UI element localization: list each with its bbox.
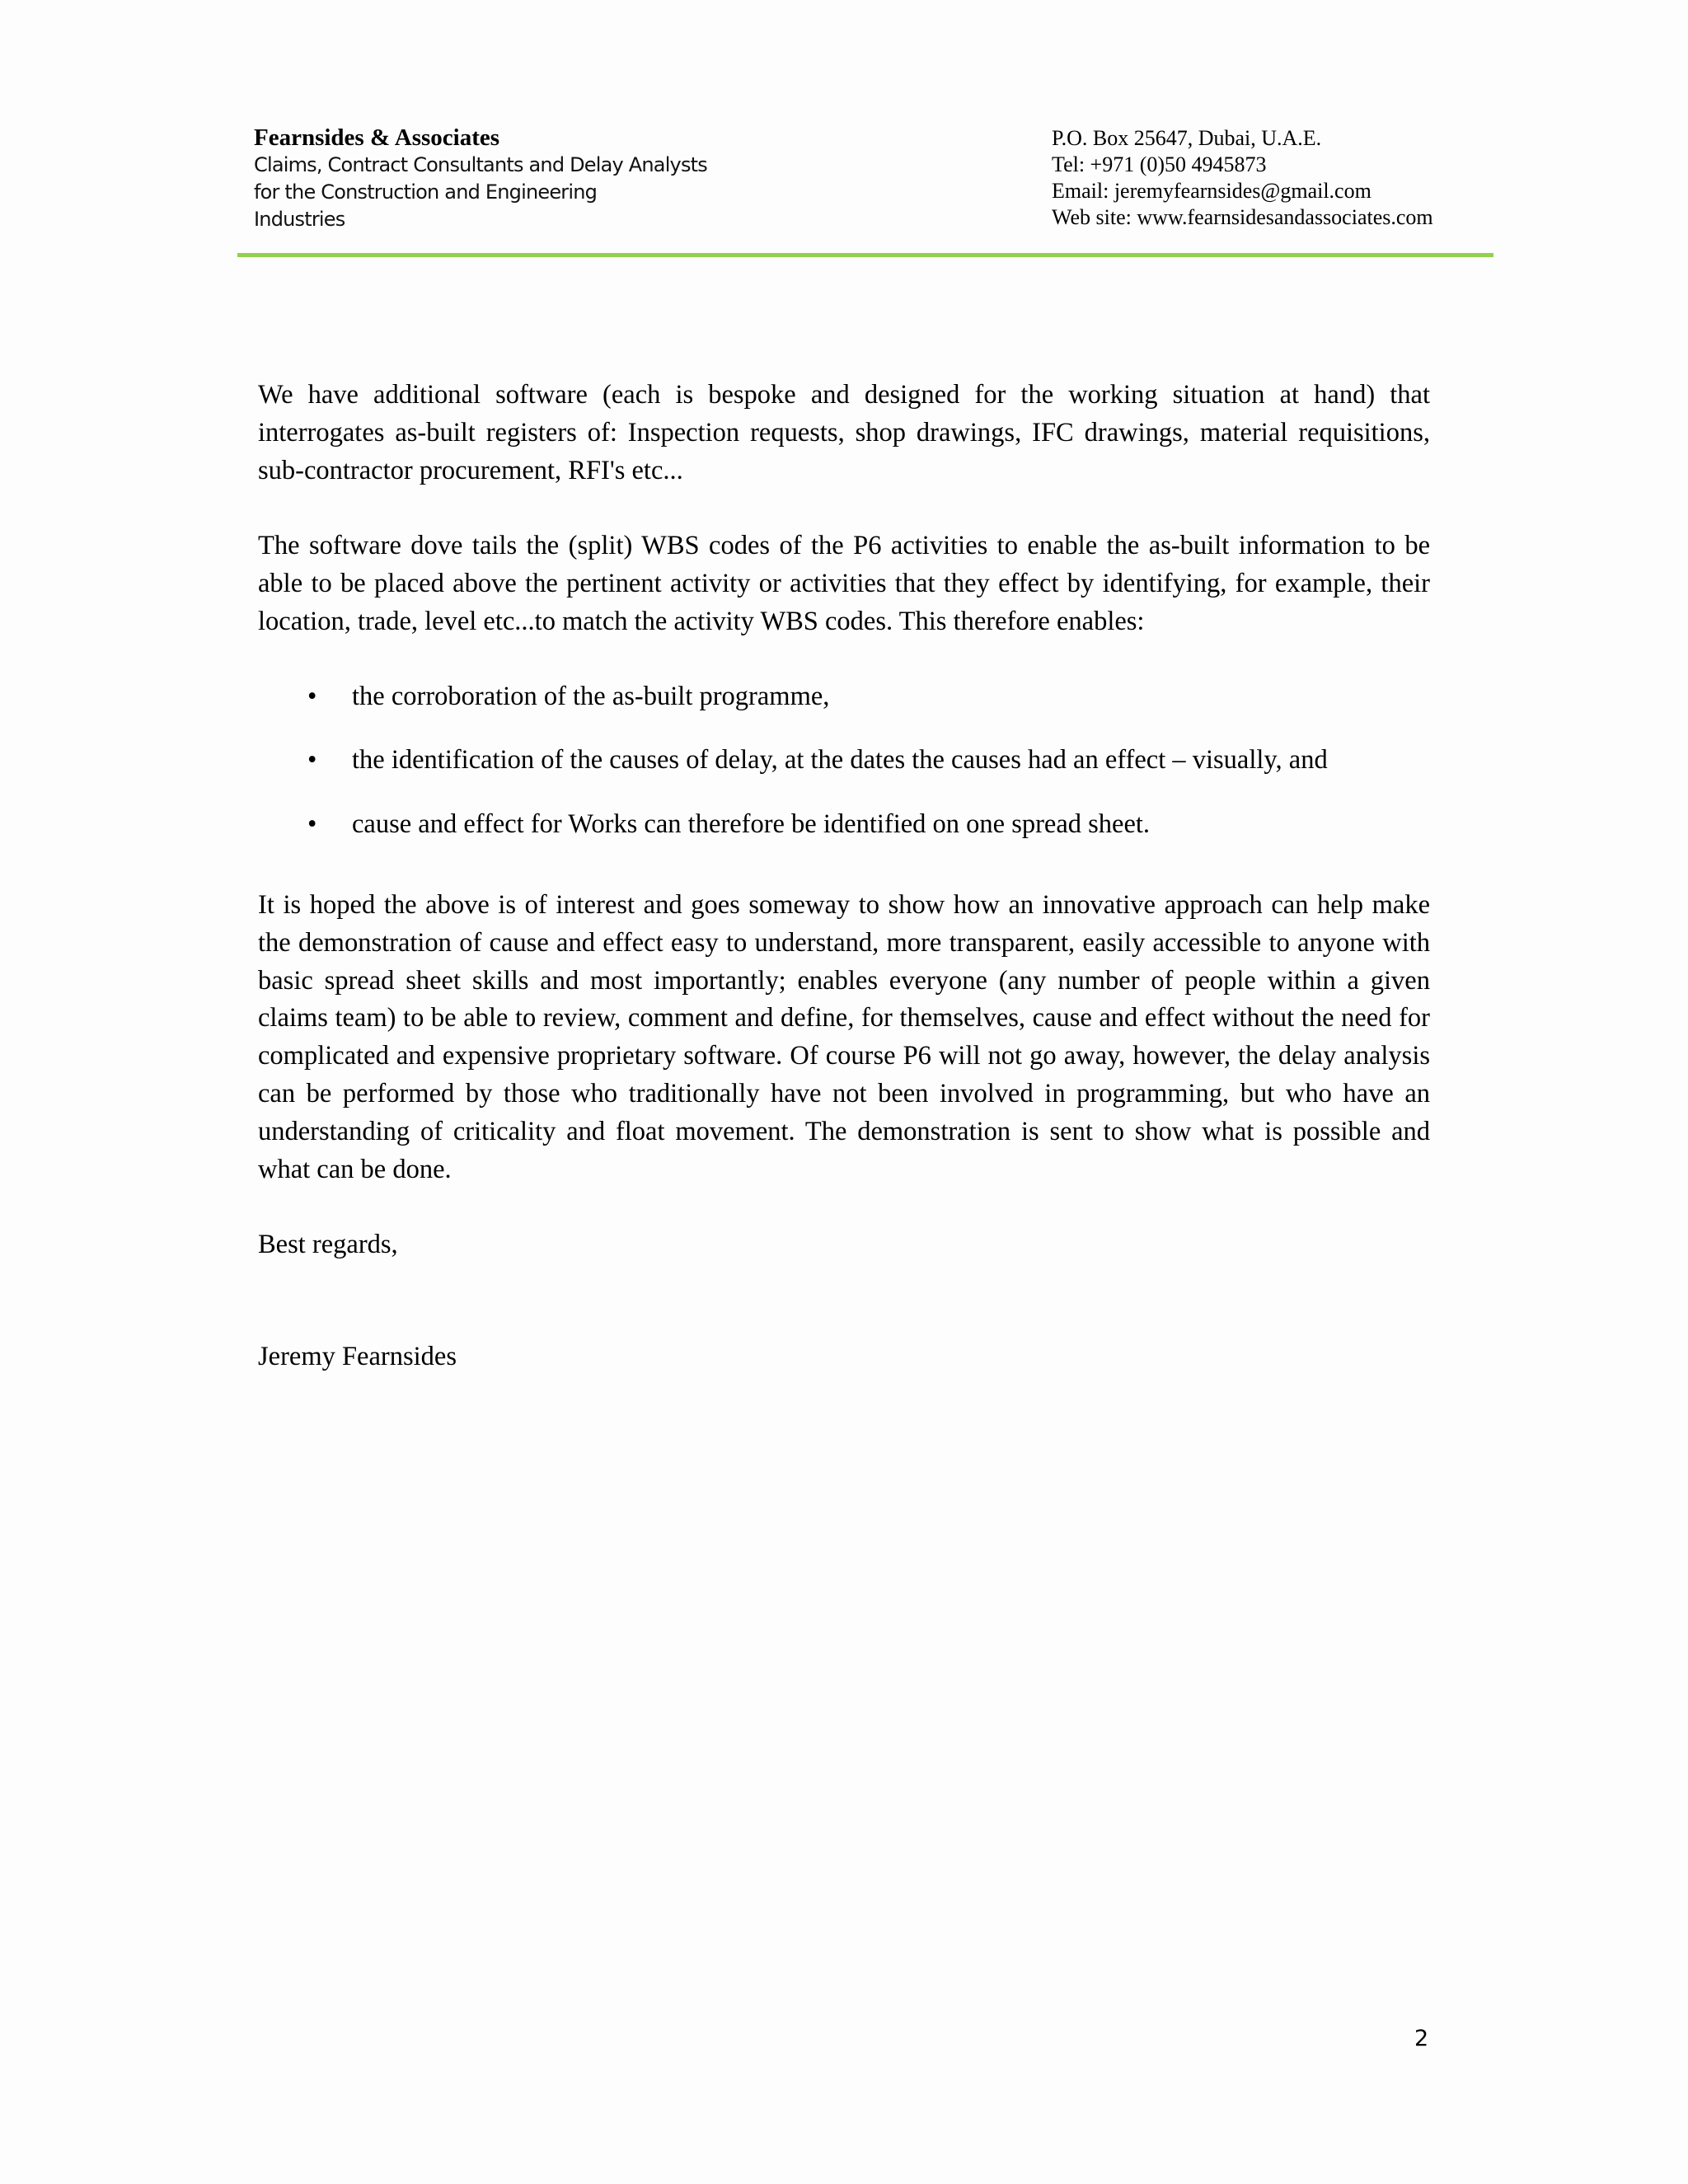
list-item <box>258 678 1430 716</box>
bullet-text: the identification of the causes of delay, at the dates the causes had an effect – visually, and <box>352 745 1328 776</box>
letterhead <box>237 124 1493 255</box>
telephone: Tel: +971 (0)50 4945873 <box>1052 152 1267 176</box>
paragraph-1: We have additional software (each is bespoke and designed for the working situation at hand) that interrogates as-built registers of: Inspection requests, shop drawings, IFC drawings, material requisitions, sub-contractor procurement, RFI's etc... <box>258 380 1430 485</box>
closing-salutation: Best regards, <box>258 1230 398 1260</box>
bullet-text: cause and effect for Works can therefore be identified on one spread sheet. <box>352 809 1151 840</box>
email-address: Email: jeremyfearnsides@gmail.com <box>1052 179 1372 203</box>
signature-name: Jeremy Fearnsides <box>258 1341 457 1371</box>
bullet-text: the corroboration of the as-built programme, <box>352 681 830 711</box>
letter-body <box>258 377 1430 1376</box>
company-tagline <box>254 152 765 233</box>
tagline-line-1: Claims, Contract Consultants and Delay Analysts <box>254 153 707 176</box>
paragraph-2: The software dove tails the (split) WBS codes of the P6 activities to enable the as-built information to be able to be placed above the pertinent activity or activities that they effect by identifying, for example, their location, trade, level etc...to match the activity WBS codes. This therefore enables: <box>258 531 1430 636</box>
tagline-line-3: Industries <box>254 208 345 231</box>
list-item <box>258 806 1430 844</box>
page-number: 2 <box>1414 2026 1429 2051</box>
bullet-icon: • <box>307 809 317 840</box>
company-block <box>254 124 831 233</box>
bullet-icon: • <box>307 745 317 776</box>
company-name: Fearnsides & Associates <box>254 124 500 151</box>
paragraph-3: It is hoped the above is of interest and goes someway to show how an innovative approach can help make the demonstration of cause and effect easy to understand, more transparent, easily accessible to anyone with basic spread sheet skills and most importantly; enables everyone (any number of people within a given claims team) to be able to review, comment and define, for themselves, cause and effect without the need for complicated and expensive proprietary software. Of course P6 will not go away, however, the delay analysis can be performed by those who traditionally have not been involved in programming, but who have an understanding of criticality and float movement. The demonstration is sent to show what is possible and what can be done. <box>258 889 1430 1184</box>
contact-block <box>1052 125 1497 231</box>
postal-address: P.O. Box 25647, Dubai, U.A.E. <box>1052 126 1322 150</box>
bullet-icon: • <box>307 681 317 711</box>
letterhead-divider <box>237 253 1493 257</box>
website: Web site: www.fearnsidesandassociates.com <box>1052 205 1433 229</box>
list-item <box>258 742 1430 780</box>
bullet-list <box>258 678 1430 844</box>
tagline-line-2: for the Construction and Engineering <box>254 180 598 204</box>
